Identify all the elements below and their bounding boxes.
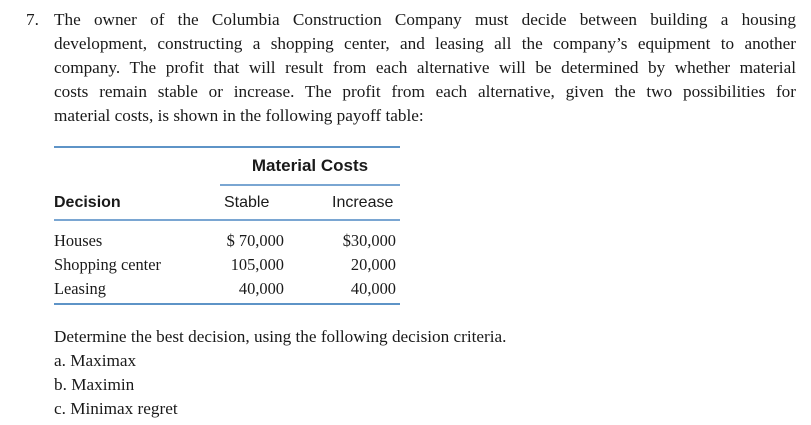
criteria-item-maximax: a. Maximax [54,351,137,370]
table-row [54,279,400,303]
problem-line: company. The profit that will result from each alternative will be determined by whether material [54,58,796,77]
table-row [54,255,400,279]
table-top-rule [54,146,400,148]
stable-cell: $ 70,000 [226,231,284,250]
material-costs-header: Material Costs [251,156,369,175]
criteria-item-minimax-regret: c. Minimax regret [54,399,178,418]
payoff-table [54,146,400,306]
decision-criteria [54,325,506,421]
problem-number: 7. [26,10,39,29]
increase-cell: 20,000 [350,255,396,274]
problem-line: development, constructing a shopping center, and leasing all the company’s equipment to another [54,34,796,53]
table-bottom-rule [54,303,400,305]
stable-column-header: Stable [224,194,270,211]
stable-cell: 40,000 [238,279,284,298]
problem-line: costs remain stable or increase. The profit from each alternative, given the two possibilities for [54,82,796,101]
decision-cell: Leasing [54,279,106,298]
problem-text [54,8,796,128]
problem-line: material costs, is shown in the following payoff table: [54,106,424,125]
group-header-rule [220,184,400,186]
stable-cell: 105,000 [230,255,284,274]
criteria-item-maximin: b. Maximin [54,375,135,394]
header-bottom-rule [54,219,400,221]
problem-line: The owner of the Columbia Construction Company must decide between building a housing [54,10,796,29]
decision-column-header: Decision [54,194,121,211]
decision-cell: Houses [54,231,103,250]
increase-cell: $30,000 [342,231,396,250]
decision-cell: Shopping center [54,255,161,274]
table-row [54,231,400,255]
increase-cell: 40,000 [350,279,396,298]
criteria-instruction: Determine the best decision, using the following decision criteria. [54,327,507,346]
increase-column-header: Increase [332,194,394,211]
problem-statement [26,8,796,128]
